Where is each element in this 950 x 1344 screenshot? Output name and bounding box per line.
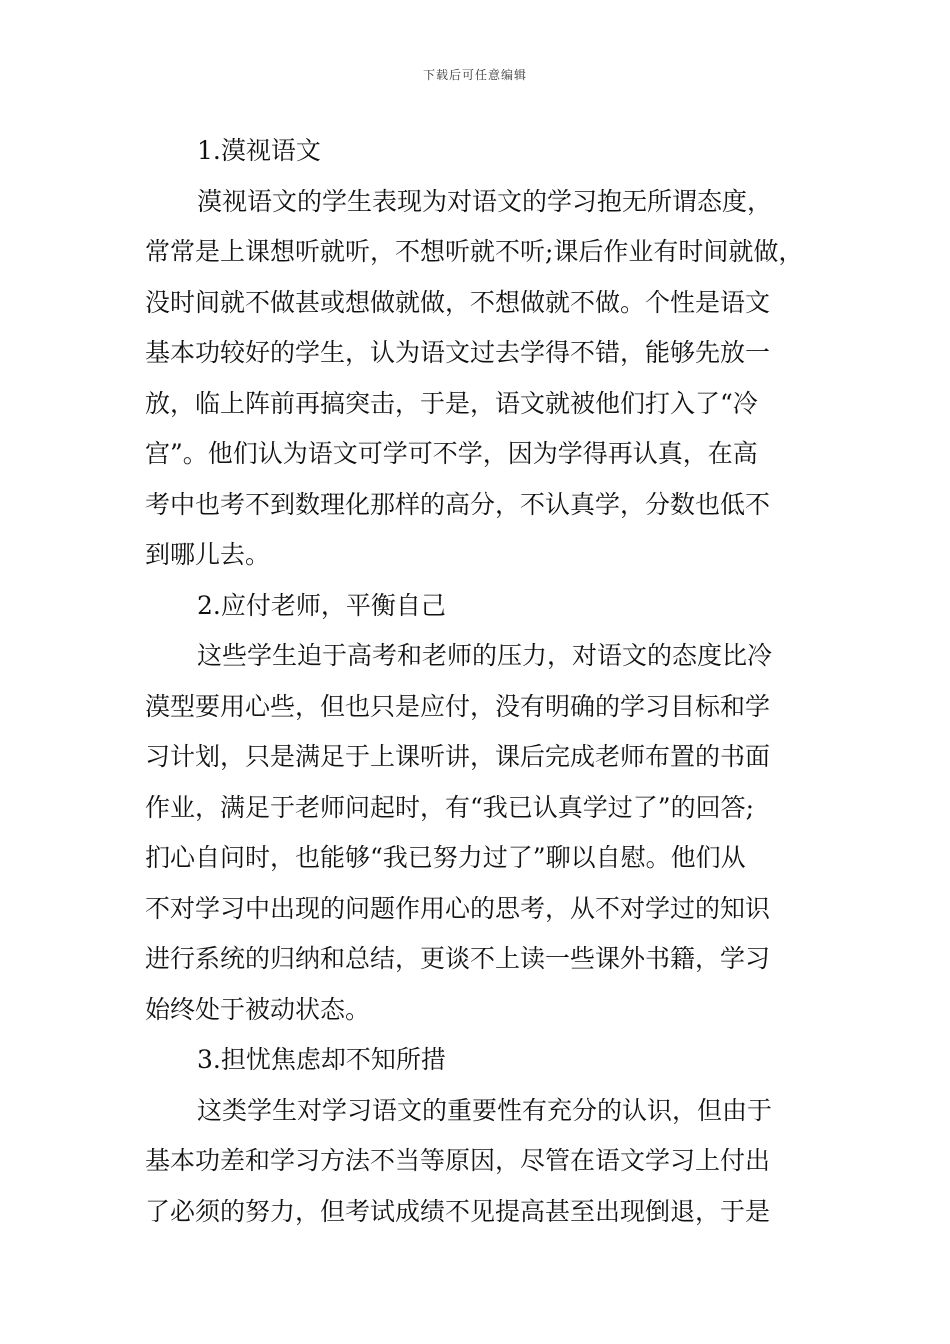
paragraph-line: 基本功差和学习方法不当等原因，尽管在语文学习上付出 (145, 1146, 771, 1175)
paragraph-line: 了必须的努力，但考试成绩不见提高甚至出现倒退，于是 (145, 1196, 771, 1226)
document-body (145, 126, 815, 1237)
heading-3: 3.担忧焦虑却不知所措 (197, 1045, 446, 1074)
paragraph-line: 不对学习中出现的问题作用心的思考，从不对学过的知识 (145, 893, 771, 923)
paragraph-line: 考中也考不到数理化那样的高分，不认真学，分数也低不 (145, 489, 771, 519)
paragraph-line: 进行系统的归纳和总结，更谈不上读一些课外书籍，学习 (145, 944, 771, 973)
heading-2: 2.应付老师，平衡自己 (197, 590, 446, 620)
paragraph-line: 没时间就不做甚或想做就做，不想做就不做。个性是语文 (145, 287, 771, 317)
paragraph-line: 常常是上课想听就听，不想听就不听;课后作业有时间就做， (145, 237, 804, 266)
paragraph-line: 作业，满足于老师问起时，有“我已认真学过了”的回答; (145, 792, 754, 822)
paragraph-line: 到哪儿去。 (145, 540, 271, 569)
paragraph-line: 放，临上阵前再搞突击，于是，语文就被他们打入了“冷 (145, 388, 758, 418)
paragraph-line: 扪心自问时，也能够“我已努力过了”聊以自慰。他们从 (145, 843, 746, 872)
paragraph-line: 习计划，只是满足于上课听讲，课后完成老师布置的书面 (145, 742, 771, 771)
paragraph-line: 漠型要用心些，但也只是应付，没有明确的学习目标和学 (145, 691, 771, 721)
paragraph-line: 宫”。他们认为语文可学可不学，因为学得再认真，在高 (145, 439, 758, 468)
page-header: 下载后可任意编辑 (422, 68, 527, 82)
paragraph-line: 始终处于被动状态。 (145, 994, 371, 1024)
heading-1: 1.漠视语文 (197, 136, 321, 165)
paragraph-line: 基本功较好的学生，认为语文过去学得不错，能够先放一 (145, 338, 771, 367)
paragraph-line: 这些学生迫于高考和老师的压力，对语文的态度比冷 (197, 641, 773, 670)
paragraph-line: 这类学生对学习语文的重要性有充分的认识，但由于 (197, 1095, 773, 1125)
paragraph-line: 漠视语文的学生表现为对语文的学习抱无所谓态度， (197, 186, 773, 216)
